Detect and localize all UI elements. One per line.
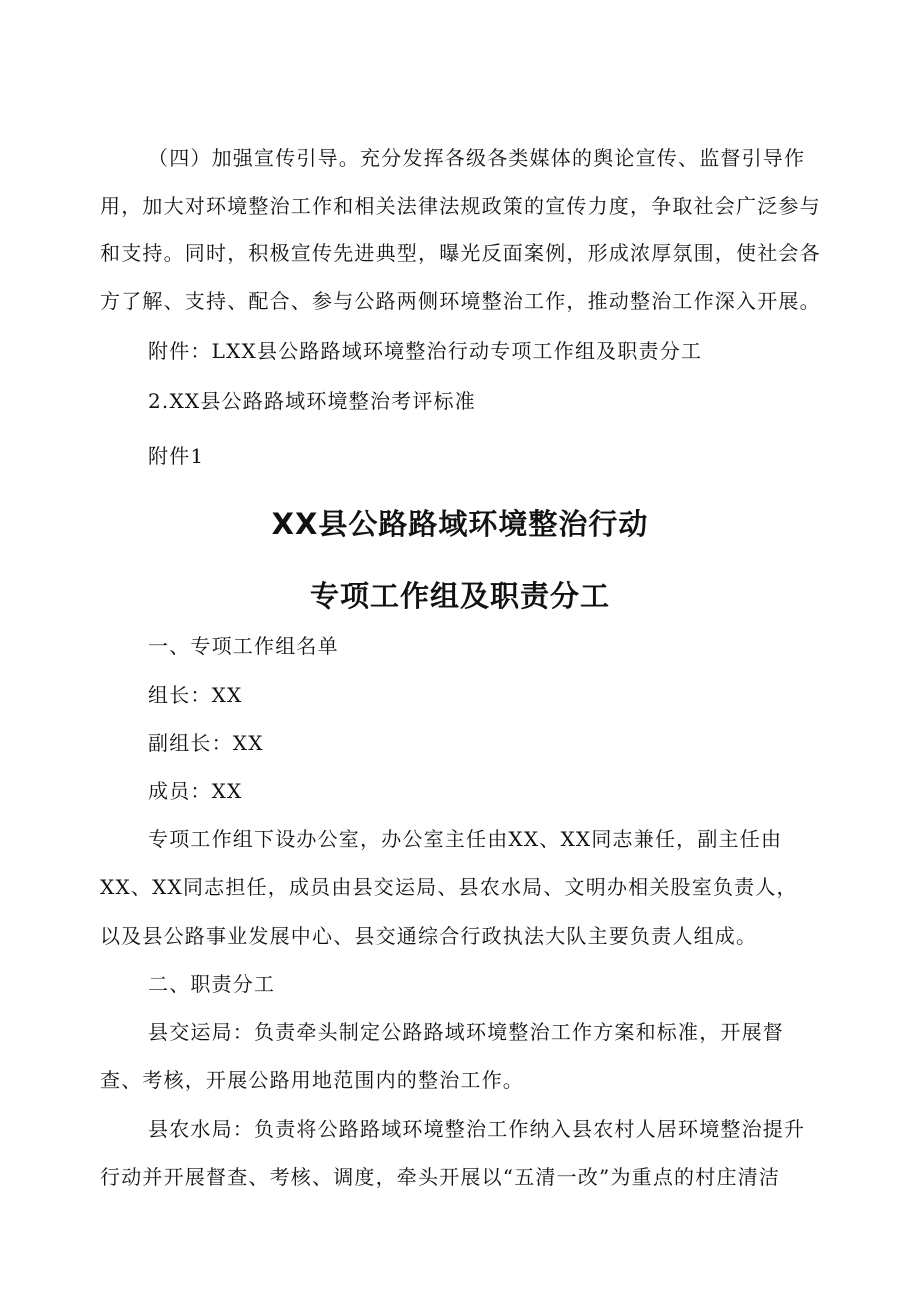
roster-leader: 组长：XX xyxy=(148,683,243,707)
duties-transport-line-1: 县交运局：负责牵头制定公路路域环境整治工作方案和标准，开展督 xyxy=(148,1020,784,1044)
document-title-line-2: 专项工作组及职责分工 xyxy=(309,579,610,613)
roster-heading: 一、专项工作组名单 xyxy=(148,634,339,658)
office-line-2: XX、XX同志担任，成员由县交运局、县农水局、文明办相关股室负责人， xyxy=(100,875,798,899)
roster-deputy: 副组长：XX xyxy=(148,731,264,755)
attachment-line-1: 附件：LXX县公路路域环境整治行动专项工作组及职责分工 xyxy=(148,339,703,363)
duties-transport-line-2: 查、考核，开展公路用地范围内的整治工作。 xyxy=(100,1068,524,1092)
duties-heading: 二、职责分工 xyxy=(148,972,276,996)
document-title-line-1: XX县公路路域环境整治行动 xyxy=(271,507,649,541)
duties-agriculture-line-1: 县农水局：负责将公路路域环境整治工作纳入县农村人居环境整治提升 xyxy=(148,1117,806,1141)
roster-members: 成员：XX xyxy=(148,779,243,803)
office-line-3: 以及县公路事业发展中心、县交通综合行政执法大队主要负责人组成。 xyxy=(100,924,758,948)
attachment-label: 附件1 xyxy=(148,444,205,468)
attachment-line-2: 2.XX县公路路域环境整治考评标准 xyxy=(148,389,476,413)
section4-line-3: 和支持。同时，积极宣传先进典型，曝光反面案例，形成浓厚氛围，使社会各 xyxy=(100,241,821,265)
section4-line-4: 方了解、支持、配合、参与公路两侧环境整治工作，推动整治工作深入开展。 xyxy=(100,289,821,313)
section4-line-2: 用，加大对环境整治工作和相关法律法规政策的宣传力度，争取社会广泛参与 xyxy=(100,194,821,218)
section4-line-1: （四）加强宣传引导。充分发挥各级各类媒体的舆论宣传、监督引导作 xyxy=(148,146,806,170)
office-line-1: 专项工作组下设办公室，办公室主任由XX、XX同志兼任，副主任由 xyxy=(148,827,783,851)
duties-agriculture-line-2: 行动并开展督查、考核、调度，牵头开展以“五清一改”为重点的村庄清洁 xyxy=(100,1165,781,1189)
